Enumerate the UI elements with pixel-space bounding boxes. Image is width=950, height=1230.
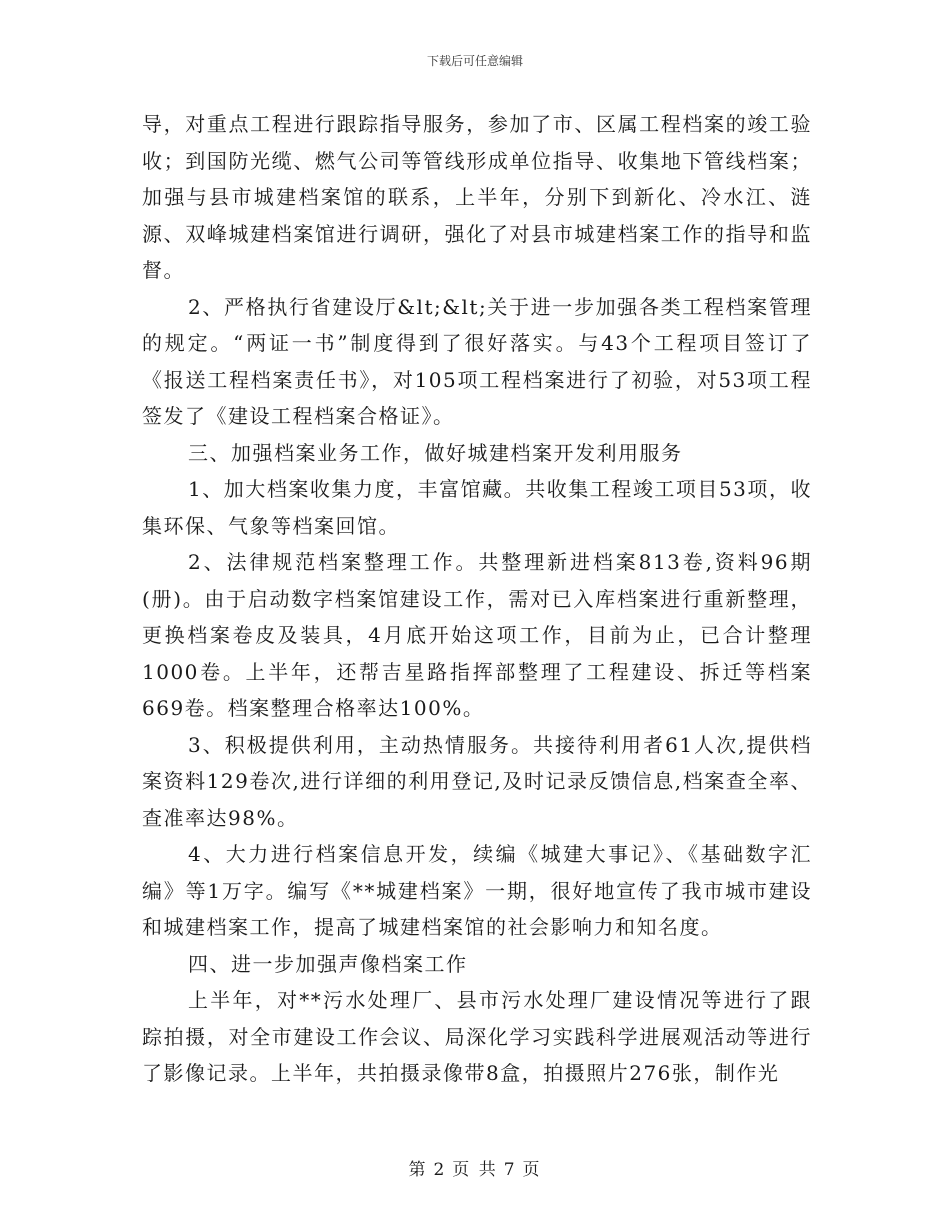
section-heading: 四、进一步加强声像档案工作: [188, 951, 468, 976]
paragraph: 2、严格执行省建设厅&lt;&lt;关于进一步加强各类工程档案管理的规定。“两证一书”制度得到了很好落实。与43个工程项目签订了《报送工程档案责任书》，对105项工程档案进行了初验，对53项工程签发了《建设工程档案合格证》。: [142, 294, 812, 428]
section-heading: 三、加强档案业务工作，做好城建档案开发利用服务: [188, 440, 683, 465]
footer-middle: 页 共: [452, 1160, 498, 1180]
paragraph: 1、加大档案收集力度，丰富馆藏。共收集工程竣工项目53项，收集环保、气象等档案回馆。: [142, 477, 812, 538]
total-pages: 7: [503, 1160, 517, 1180]
paragraph: 上半年，对**污水处理厂、县市污水处理厂建设情况等进行了跟踪拍摄，对全市建设工作会议、局深化学习实践科学进展观活动等进行了影像记录。上半年，共拍摄录像带8盒，拍摄照片276张，制作光: [142, 988, 812, 1085]
footer-prefix: 第: [408, 1160, 428, 1180]
paragraph: 3、积极提供利用，主动热情服务。共接待利用者61人次,提供档案资料129卷次,进行详细的利用登记,及时记录反馈信息,档案查全率、查准率达98%。: [142, 732, 812, 830]
paragraph: 导，对重点工程进行跟踪指导服务，参加了市、区属工程档案的竣工验收；到国防光缆、燃气公司等管线形成单位指导、收集地下管线档案；加强与县市城建档案馆的联系，上半年，分别下到新化、冷水江、涟源、双峰城建档案馆进行调研，强化了对县市城建档案工作的指导和监督。: [142, 112, 812, 282]
footer-suffix: 页: [522, 1160, 542, 1180]
page-number: 2: [433, 1160, 447, 1180]
page-header: 下载后可任意编辑: [426, 54, 523, 68]
paragraph: 2、法律规范档案整理工作。共整理新进档案813卷,资料96期(册)。由于启动数字档案馆建设工作，需对已入库档案进行重新整理，更换档案卷皮及装具，4月底开始这项工作，目前为止，已合计整理1000卷。上半年，还帮吉星路指挥部整理了工程建设、拆迁等档案669卷。档案整理合格率达100%。: [142, 550, 812, 720]
paragraph: 4、大力进行档案信息开发，续编《城建大事记》、《基础数字汇编》等1万字。编写《**城建档案》一期，很好地宣传了我市城市建设和城建档案工作，提高了城建档案馆的社会影响力和知名度。: [142, 842, 812, 939]
page-footer: [0, 1155, 950, 1180]
document-body: [142, 106, 812, 1092]
